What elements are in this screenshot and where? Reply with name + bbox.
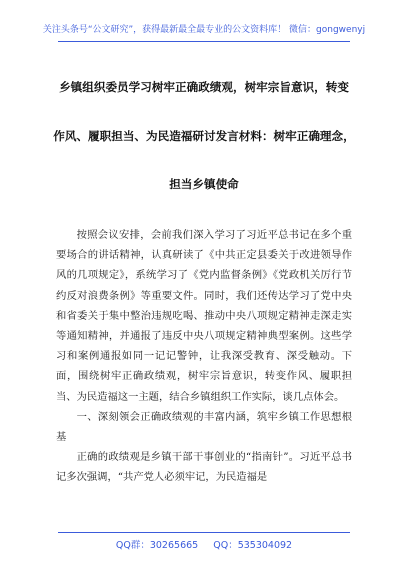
footer-divider <box>58 532 350 533</box>
body-text <box>56 225 352 488</box>
footer-qq: QQ：535304092 <box>213 540 293 551</box>
title-line-2: 作风、履职担当、为民造福研讨发言材料：树牢正确理念， <box>53 129 355 143</box>
paragraph-intro: 按照会议安排，会前我们深入学习了习近平总书记在多个重要场合的讲话精神，认真研读了《中共正定县委关于改进领导作风的几项规定》，系统学习了《党内监督条例》《党政机关厉行节约反对浪费条例》等重要文件。同时，我们还传达学习了党中央和省委关于集中整治违规吃喝、推动中央八项规定精神走深走实等通知精神，并通报了违反中央八项规定精神典型案例。这些学习和案例通报如同一记记警钟，让我深受教育、深受触动。下面，围绕树牢正确政绩观，树牢宗旨意识，转变作风、履职担当、为民造福这一主题，结合乡镇组织工作实际，谈几点体会。 <box>56 229 352 403</box>
header-divider <box>58 41 350 42</box>
title-line-1: 乡镇组织委员学习树牢正确政绩观，树牢宗旨意识，转变 <box>59 80 349 94</box>
section-heading-1: 一、深刻领会正确政绩观的丰富内涵，筑牢乡镇工作思想根基 <box>56 410 352 444</box>
footer <box>0 537 408 551</box>
paragraph-section-1: 正确的政绩观是乡镇干部干事创业的“指南针”。习近平总书记多次强调，“共产党人必须牢记，为民造福是 <box>56 451 352 484</box>
footer-qq-group: QQ群：30265665 <box>115 540 199 551</box>
header-banner: 关注头条号“公文研究”，获得最新最全最专业的公文资料库！ 微信：gongwenyj <box>42 25 366 35</box>
title-line-3: 担当乡镇使命 <box>169 177 239 191</box>
